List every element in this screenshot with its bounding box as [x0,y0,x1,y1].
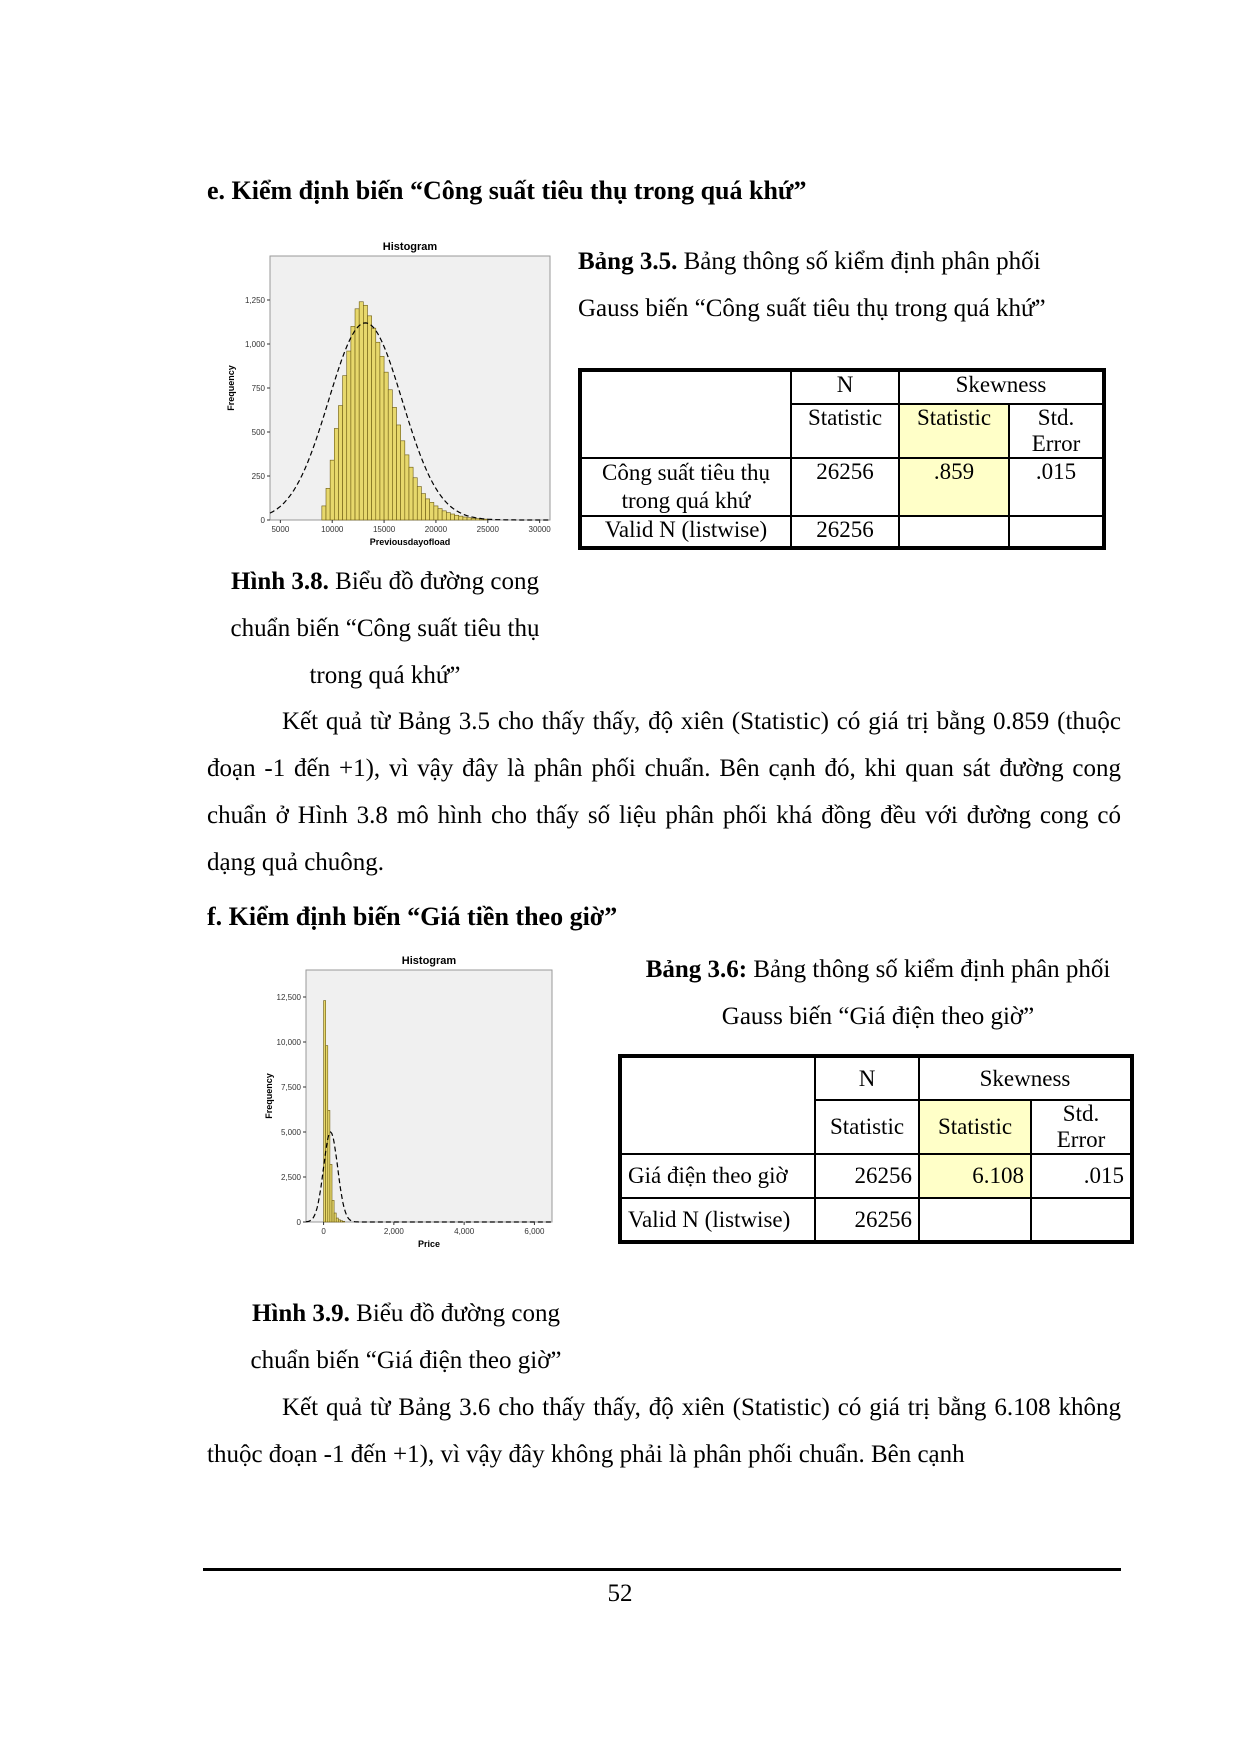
x-tick-label: 30000 [528,525,551,534]
table-3-5-header-std-error: Std. Error [1009,404,1104,458]
histogram-bar [359,302,363,520]
histogram-bar [384,372,388,520]
histogram-bar [442,511,446,520]
histogram-bar [338,406,342,520]
chart-title: Histogram [382,241,438,253]
table-3-6-row2-label: Valid N (listwise) [620,1198,815,1242]
table-3-6-row2-n: 26256 [815,1198,919,1242]
table-3-6-row1-n: 26256 [815,1154,919,1198]
y-tick-label: 0 [296,1218,301,1227]
table-3-5-header-n: N [791,370,899,404]
y-tick-label: 12,500 [276,993,301,1002]
histogram-previous-day-load [224,240,560,552]
figure-3-8-caption-text: Biểu đồ đường cong chuẩn biến “Công suất tiêu thụ trong quá khứ” [230,568,540,689]
x-tick-label: 4,000 [454,1227,475,1236]
table-3-6-header-statistic: Statistic [815,1100,919,1154]
x-tick-label: 10000 [321,525,344,534]
histogram-price [262,954,562,1256]
table-3-6-header-skewness: Skewness [919,1056,1132,1100]
y-tick-label: 10,000 [276,1038,301,1047]
histogram-bar [421,494,425,520]
table-3-6-header-skew-statistic: Statistic [919,1100,1031,1154]
histogram-bar [467,518,471,520]
x-axis-label: Previousdayofload [369,537,451,547]
histogram-bar [355,309,359,520]
histogram-bar [330,1164,332,1222]
y-tick-label: 500 [251,428,265,437]
figure-3-9-caption-text: Biểu đồ đường cong chuẩn biến “Giá điện theo giờ” [250,1300,562,1374]
histogram-bar [471,518,475,520]
table-3-6-row2-empty2 [1031,1198,1132,1242]
x-tick-label: 2,000 [383,1227,404,1236]
table-3-6-row1-skewness: 6.108 [919,1154,1031,1198]
table-3-6-row1-label: Giá điện theo giờ [620,1154,815,1198]
table-3-6-header-std-error: Std. Error [1031,1100,1132,1154]
table-3-5-caption-text: Bảng thông số kiểm định phân phối Gauss biến “Công suất tiêu thụ trong quá khứ” [578,248,1046,322]
x-tick-label: 6,000 [524,1227,545,1236]
y-tick-label: 1,250 [244,296,265,305]
y-tick-label: 5,000 [280,1128,301,1137]
section-e-paragraph: Kết quả từ Bảng 3.5 cho thấy thấy, độ xiên (Statistic) có giá trị bằng 0.859 (thuộc đoạn -1 đến +1), vì vậy đây là phân phối chuẩn. Bên cạnh đó, khi quan sát đường cong chuẩn ở Hình 3.8 mô hình cho thấy số liệu phân phối khá đồng đều với đường cong có dạng quả chuông. [207,708,1121,876]
y-tick-label: 7,500 [280,1083,301,1092]
table-3-5-header-skew-statistic: Statistic [899,404,1009,458]
table-3-5-row1-label: Công suất tiêu thụ trong quá khứ [580,458,791,516]
x-tick-label: 25000 [476,525,499,534]
histogram-bar [405,455,409,520]
histogram-bar [338,1220,340,1222]
footer-rule [203,1568,1121,1571]
histogram-bar [343,376,347,520]
histogram-bar [409,467,413,520]
histogram-bar [463,517,467,520]
histogram-bar [392,407,396,520]
histogram-bar [363,305,367,520]
histogram-bar [372,328,376,520]
table-3-5-caption-label: Bảng 3.5. [578,248,678,275]
histogram-price-svg [262,954,562,1256]
table-3-5-row2-empty2 [1009,516,1104,548]
table-3-6-corner [620,1056,815,1154]
table-3-6 [618,1054,1134,1244]
histogram-bar [347,351,351,520]
chart-title: Histogram [401,955,457,967]
figure-3-9-caption-label: Hình 3.9. [251,1300,350,1327]
figure-3-9-caption [226,1290,586,1384]
histogram-bar [343,1221,345,1222]
y-tick-label: 0 [260,516,265,525]
histogram-previous-day-load-svg [224,240,560,552]
section-e-heading: e. Kiểm định biến “Công suất tiêu thụ trong quá khứ” [207,176,807,205]
figure-3-8-caption-label: Hình 3.8. [230,568,329,595]
page-number: 52 [607,1580,633,1607]
table-3-5-header-skewness: Skewness [899,370,1104,404]
table-3-5-row1-n: 26256 [791,458,899,516]
x-tick-label: 20000 [424,525,448,534]
histogram-bar [459,516,463,520]
histogram-bar [434,506,438,520]
section-f-heading: f. Kiểm định biến “Giá tiền theo giờ” [207,902,618,931]
histogram-bar [376,342,380,520]
table-3-6-caption-label: Bảng 3.6: [645,956,748,983]
histogram-bar [367,316,371,520]
table-3-6-row1-std-error: .015 [1031,1154,1132,1198]
histogram-bar [475,519,479,520]
histogram-bar [401,441,405,520]
table-3-5-caption [578,238,1106,332]
histogram-bar [450,514,454,520]
histogram-bar [446,513,450,520]
table-3-6-caption [618,946,1138,1040]
table-3-5-row1-std-error: .015 [1009,458,1104,516]
y-tick-label: 1,000 [244,340,265,349]
y-tick-label: 750 [251,384,265,393]
table-3-5-row1-skewness: .859 [899,458,1009,516]
table-3-5-row2-n: 26256 [791,516,899,548]
histogram-bar [430,502,434,520]
histogram-bar [455,515,459,520]
y-tick-label: 2,500 [280,1173,301,1182]
histogram-bar [413,478,417,520]
histogram-bar [417,487,421,520]
y-axis-label: Frequency [264,1073,274,1119]
histogram-bar [438,509,442,520]
histogram-bar [351,326,355,520]
histogram-bar [326,1046,328,1222]
table-3-5-header-statistic: Statistic [791,404,899,458]
histogram-bar [340,1221,342,1222]
table-3-5-corner [580,370,791,458]
table-3-5-row2-label: Valid N (listwise) [580,516,791,548]
x-tick-label: 0 [321,1227,326,1236]
x-tick-label: 5000 [271,525,290,534]
table-3-6-header-n: N [815,1056,919,1100]
plot-area [306,970,552,1222]
y-axis-label: Frequency [226,365,236,411]
histogram-bar [326,488,330,520]
histogram-bar [388,390,392,520]
figure-3-8-caption [210,558,560,699]
histogram-bar [324,1001,326,1222]
table-3-6-row2-empty1 [919,1198,1031,1242]
x-axis-label: Price [417,1239,441,1249]
table-3-6-caption-text: Bảng thông số kiểm định phân phối Gauss biến “Giá điện theo giờ” [721,956,1111,1030]
histogram-bar [380,356,384,520]
histogram-bar [334,428,338,520]
x-tick-label: 15000 [372,525,396,534]
histogram-bar [397,425,401,520]
histogram-bar [330,460,334,520]
y-tick-label: 250 [251,472,265,481]
table-3-5-row2-empty1 [899,516,1009,548]
histogram-bar [332,1200,334,1222]
section-f-paragraph: Kết quả từ Bảng 3.6 cho thấy thấy, độ xiên (Statistic) có giá trị bằng 6.108 không thuộc đoạn -1 đến +1), vì vậy đây không phải là phân phối chuẩn. Bên cạnh [207,1394,1121,1468]
histogram-bar [336,1218,338,1222]
histogram-bar [322,506,326,520]
histogram-bar [334,1213,336,1222]
histogram-bar [426,499,430,520]
histogram-bar [328,1110,330,1222]
table-3-5 [578,368,1106,550]
